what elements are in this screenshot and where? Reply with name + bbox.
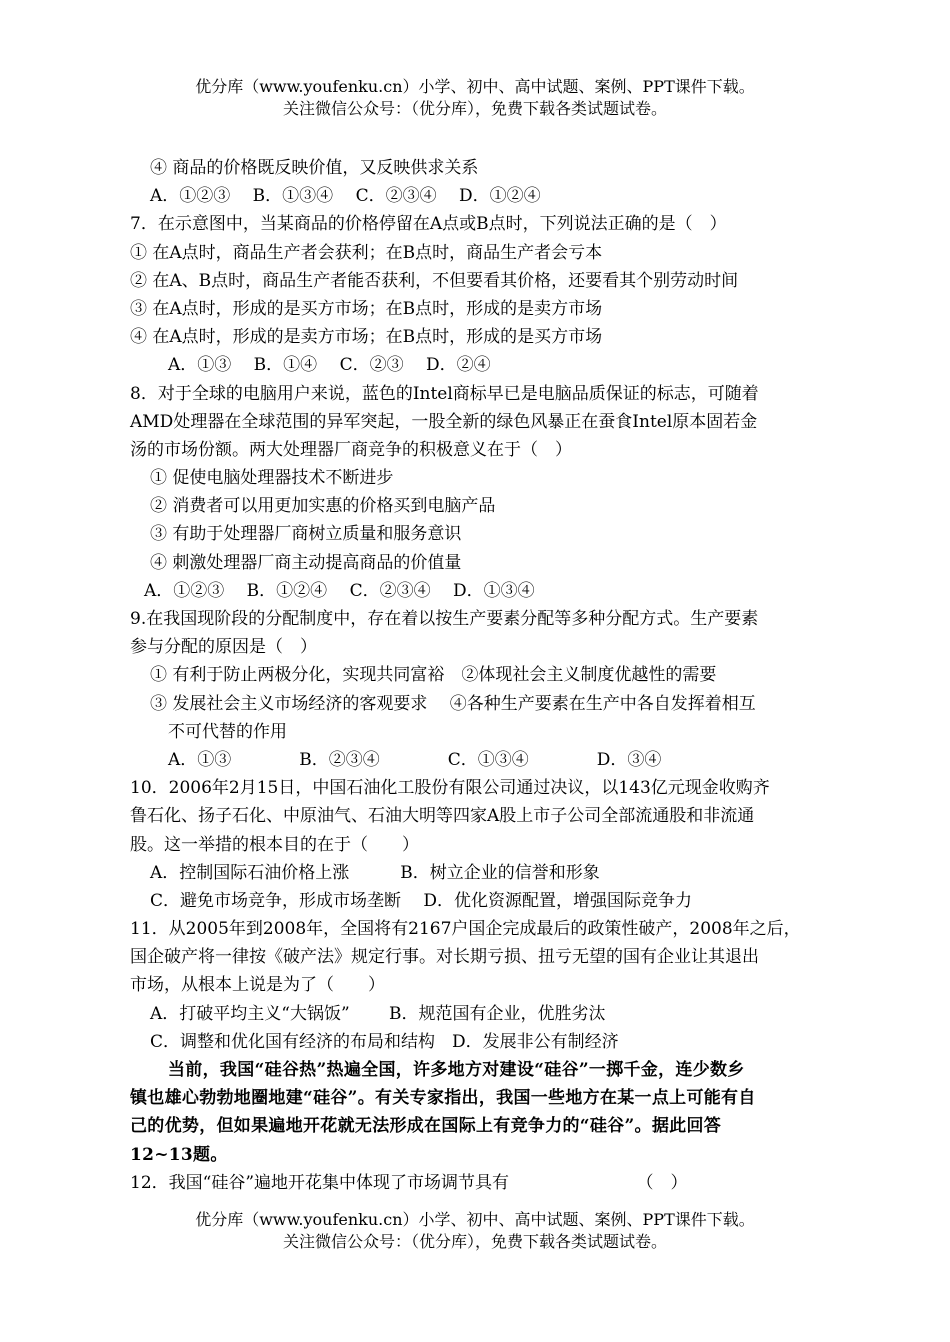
q11-choices-cd: C．调整和优化国有经济的布局和结构 D．发展非公有制经济 <box>150 1031 619 1052</box>
q8-option-1: ① 促使电脑处理器技术不断进步 <box>150 468 394 489</box>
q7-choices: A．①③ B．①④ C．②③ D．②④ <box>168 355 491 376</box>
q6-choices: A．①②③ B．①③④ C．②③④ D．①②④ <box>150 186 541 207</box>
q10-stem-2: 鲁石化、扬子石化、中原油气、石油大明等四家A股上市子公司全部流通股和非流通 <box>130 806 755 827</box>
page-header <box>0 76 950 120</box>
header-line-2: 关注微信公众号：（优分库），免费下载各类试题试卷。 <box>282 99 667 118</box>
q9-options-3: 不可代替的作用 <box>168 721 287 742</box>
q8-choices: A．①②③ B．①②④ C．②③④ D．①③④ <box>144 580 535 601</box>
q12-stem: 12．我国“硅谷”遍地开花集中体现了市场调节具有 （ ） <box>130 1172 688 1193</box>
q11-stem-1: 11．从2005年到2008年，全国将有2167户国企完成最后的政策性破产，2008年之后， <box>130 919 801 940</box>
q8-stem-2: AMD处理器在全球范围的异军突起，一股全新的绿色风暴正在蚕食Intel原本固若金 <box>130 411 758 432</box>
q7-option-4: ④ 在A点时，形成的是卖方市场；在B点时，形成的是买方市场 <box>130 327 603 348</box>
q8-stem-3: 汤的市场份额。两大处理器厂商竞争的积极意义在于（ ） <box>130 439 572 460</box>
q10-stem-3: 股。这一举措的根本目的在于（ ） <box>130 834 419 855</box>
q9-stem-2: 参与分配的原因是（ ） <box>130 637 317 658</box>
q8-option-2: ② 消费者可以用更加实惠的价格买到电脑产品 <box>150 496 496 517</box>
q8-stem-1: 8．对于全球的电脑用户来说，蓝色的Intel商标早已是电脑品质保证的标志，可随着 <box>130 383 759 404</box>
passage-line-2: 镇也雄心勃勃地圈地建“硅谷”。有关专家指出，我国一些地方在某一点上可能有自 <box>130 1088 756 1109</box>
q11-stem-2: 国企破产将一律按《破产法》规定行事。对长期亏损、扭亏无望的国有企业让其退出 <box>130 947 759 968</box>
q9-stem-1: 9.在我国现阶段的分配制度中，存在着以按生产要素分配等多种分配方式。生产要素 <box>130 609 759 629</box>
q10-stem-1: 10．2006年2月15日，中国石油化工股份有限公司通过决议，以143亿元现金收购齐 <box>130 778 770 799</box>
header-line-1: 优分库（www.youfenku.cn）小学、初中、高中试题、案例、PPT课件下载。 <box>195 77 755 96</box>
q7-option-1: ① 在A点时，商品生产者会获利；在B点时，商品生产者会亏本 <box>130 242 603 263</box>
q10-choices-cd: C．避免市场竞争，形成市场垄断 D．优化资源配置，增强国际竞争力 <box>150 890 693 911</box>
q8-option-3: ③ 有助于处理器厂商树立质量和服务意识 <box>150 524 462 545</box>
q11-choices-ab: A．打破平均主义“大锅饭” B．规范国有企业，优胜劣汰 <box>150 1003 606 1024</box>
q9-options-1: ① 有利于防止两极分化，实现共同富裕 ②体现社会主义制度优越性的需要 <box>150 665 717 686</box>
passage-line-4: 12~13题。 <box>130 1144 228 1165</box>
passage-line-3: 己的优势，但如果遍地开花就无法形成在国际上有竞争力的“硅谷”。据此回答 <box>130 1116 722 1137</box>
q7-stem: 7．在示意图中，当某商品的价格停留在A点或B点时，下列说法正确的是（ ） <box>130 214 727 235</box>
footer-line-1: 优分库（www.youfenku.cn）小学、初中、高中试题、案例、PPT课件下载。 <box>195 1210 755 1229</box>
document-body <box>130 154 855 1197</box>
footer-line-2: 关注微信公众号：（优分库），免费下载各类试题试卷。 <box>282 1232 667 1251</box>
page-footer <box>0 1209 950 1253</box>
q7-option-3: ③ 在A点时，形成的是买方市场；在B点时，形成的是卖方市场 <box>130 298 603 319</box>
q10-choices-ab: A．控制国际石油价格上涨 B．树立企业的信誉和形象 <box>150 862 600 883</box>
q9-options-2: ③ 发展社会主义市场经济的客观要求 ④各种生产要素在生产中各自发挥着相互 <box>150 693 756 714</box>
q8-option-4: ④ 刺激处理器厂商主动提高商品的价值量 <box>150 552 462 573</box>
q9-choices: A．①③ B．②③④ C．①③④ D．③④ <box>168 749 662 770</box>
q6-option-4: ④ 商品的价格既反映价值，又反映供求关系 <box>150 158 479 178</box>
q7-option-2: ② 在A、B点时，商品生产者能否获利，不但要看其价格，还要看其个别劳动时间 <box>130 270 739 291</box>
passage-line-1: 当前，我国“硅谷热”热遍全国，许多地方对建设“硅谷”一掷千金，连少数乡 <box>168 1060 745 1080</box>
q11-stem-3: 市场，从根本上说是为了（ ） <box>130 975 385 996</box>
